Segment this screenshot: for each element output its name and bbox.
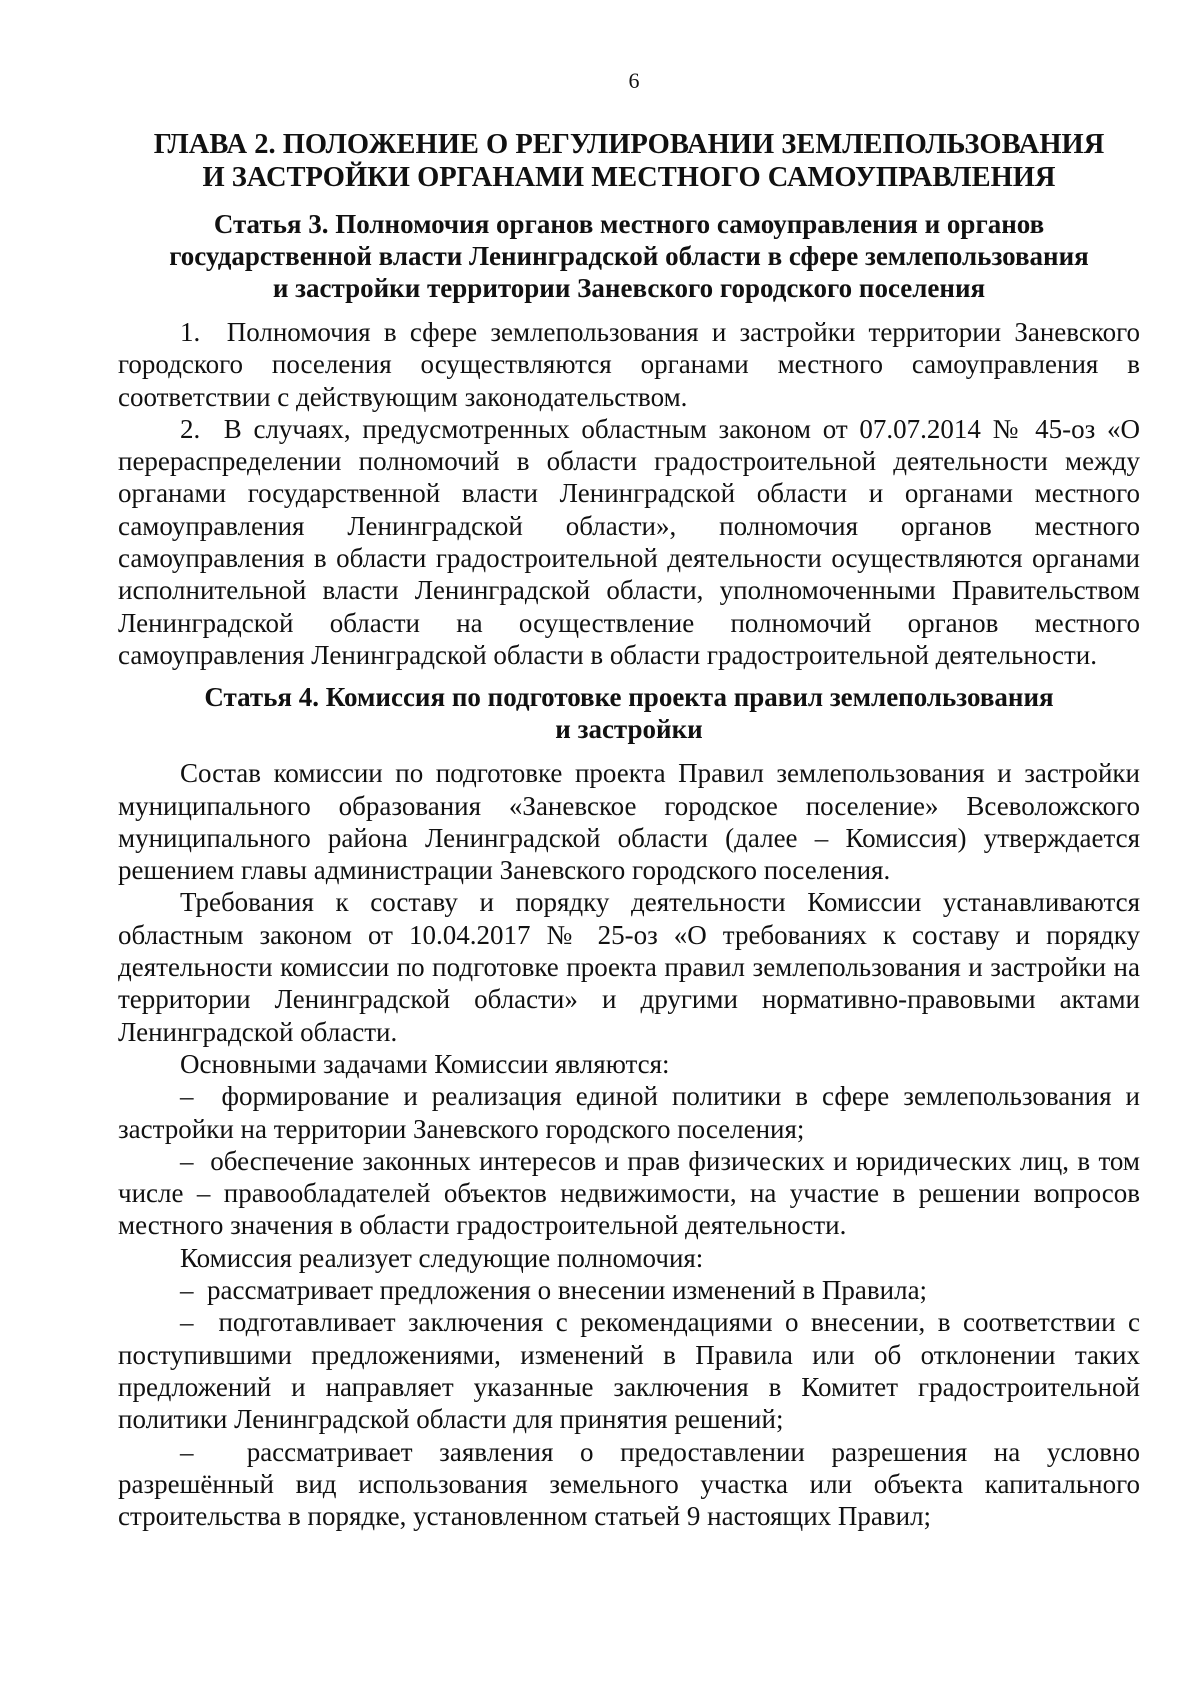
article-3-paragraph-1: 1. Полномочия в сфере землепользования и застройки территории Заневского городского поселения осуществляются органами местного самоуправления в соответствии с действующим законодательством. — [118, 317, 1140, 412]
article-title-line: и застройки — [555, 714, 703, 745]
page-number: 6 — [628, 68, 640, 93]
chapter-title-line: ГЛАВА 2. ПОЛОЖЕНИЕ О РЕГУЛИРОВАНИИ ЗЕМЛЕПОЛЬЗОВАНИЯ — [153, 129, 1105, 160]
article-title-line: Статья 3. Полномочия органов местного самоуправления и органов — [213, 209, 1045, 239]
article-title-line: и застройки территории Заневского городского поселения — [272, 273, 986, 303]
article-title-line: государственной власти Ленинградской области в сфере землепользования — [169, 241, 1089, 271]
article-3-title — [118, 208, 1140, 304]
article-title-line: Статья 4. Комиссия по подготовке проекта правил землепользования — [204, 682, 1054, 713]
article-4-paragraph: Основными задачами Комиссии являются: — [180, 1048, 670, 1079]
article-4-title — [118, 681, 1140, 745]
article-4-paragraph: Комиссия реализует следующие полномочия: — [180, 1242, 704, 1273]
list-item: – подготавливает заключения с рекомендациями о внесении, в соответствии с поступившими предложениями, изменений в Правила или об отклонении таких предложений и направляет указанные заключения в Комитет градостроительной политики Ленинградской области для принятия решений; — [118, 1307, 1140, 1435]
list-item: – рассматривает заявления о предоставлении разрешения на условно разрешённый вид использования земельного участка или объекта капитального строительства в порядке, установленном статьей 9 настоящих Правил; — [118, 1436, 1140, 1532]
article-4-paragraph: Состав комиссии по подготовке проекта Правил землепользования и застройки муниципального образования «Заневское городское поселение» Всеволожского муниципального района Ленинградской области (далее – Комиссия) утверждается решением главы администрации Заневского городского поселения. — [118, 758, 1140, 886]
chapter-title-line: И ЗАСТРОЙКИ ОРГАНАМИ МЕСТНОГО САМОУПРАВЛЕНИЯ — [202, 162, 1056, 193]
list-item: – рассматривает предложения о внесении изменений в Правила; — [180, 1275, 928, 1306]
chapter-title — [118, 128, 1140, 194]
list-item: – обеспечение законных интересов и прав физических и юридических лиц, в том числе – правообладателей объектов недвижимости, на участие в решении вопросов местного значения в области градостроительной деятельности. — [118, 1145, 1140, 1241]
article-4-paragraph: Требования к составу и порядку деятельности Комиссии устанавливаются областным законом от 10.04.2017 № 25-оз «О требованиях к составу и порядку деятельности комиссии по подготовке проекта правил землепользования и застройки на территории Ленинградской области» и другими нормативно-правовыми актами Ленинградской области. — [118, 887, 1140, 1047]
article-3-paragraph-2: 2. В случаях, предусмотренных областным законом от 07.07.2014 № 45-оз «О перераспределении полномочий в области градостроительной деятельности между органами государственной власти Ленинградской области и органами местного самоуправления Ленинградской области», полномочия органов местного самоуправления в области градостроительной деятельности осуществляются органами исполнительной власти Ленинградской области, уполномоченными Правительством Ленинградской области на осуществление полномочий органов местного самоуправления Ленинградской области в области градостроительной деятельности. — [118, 413, 1140, 670]
list-item: – формирование и реализация единой политики в сфере землепользования и застройки на территории Заневского городского поселения; — [118, 1081, 1140, 1144]
